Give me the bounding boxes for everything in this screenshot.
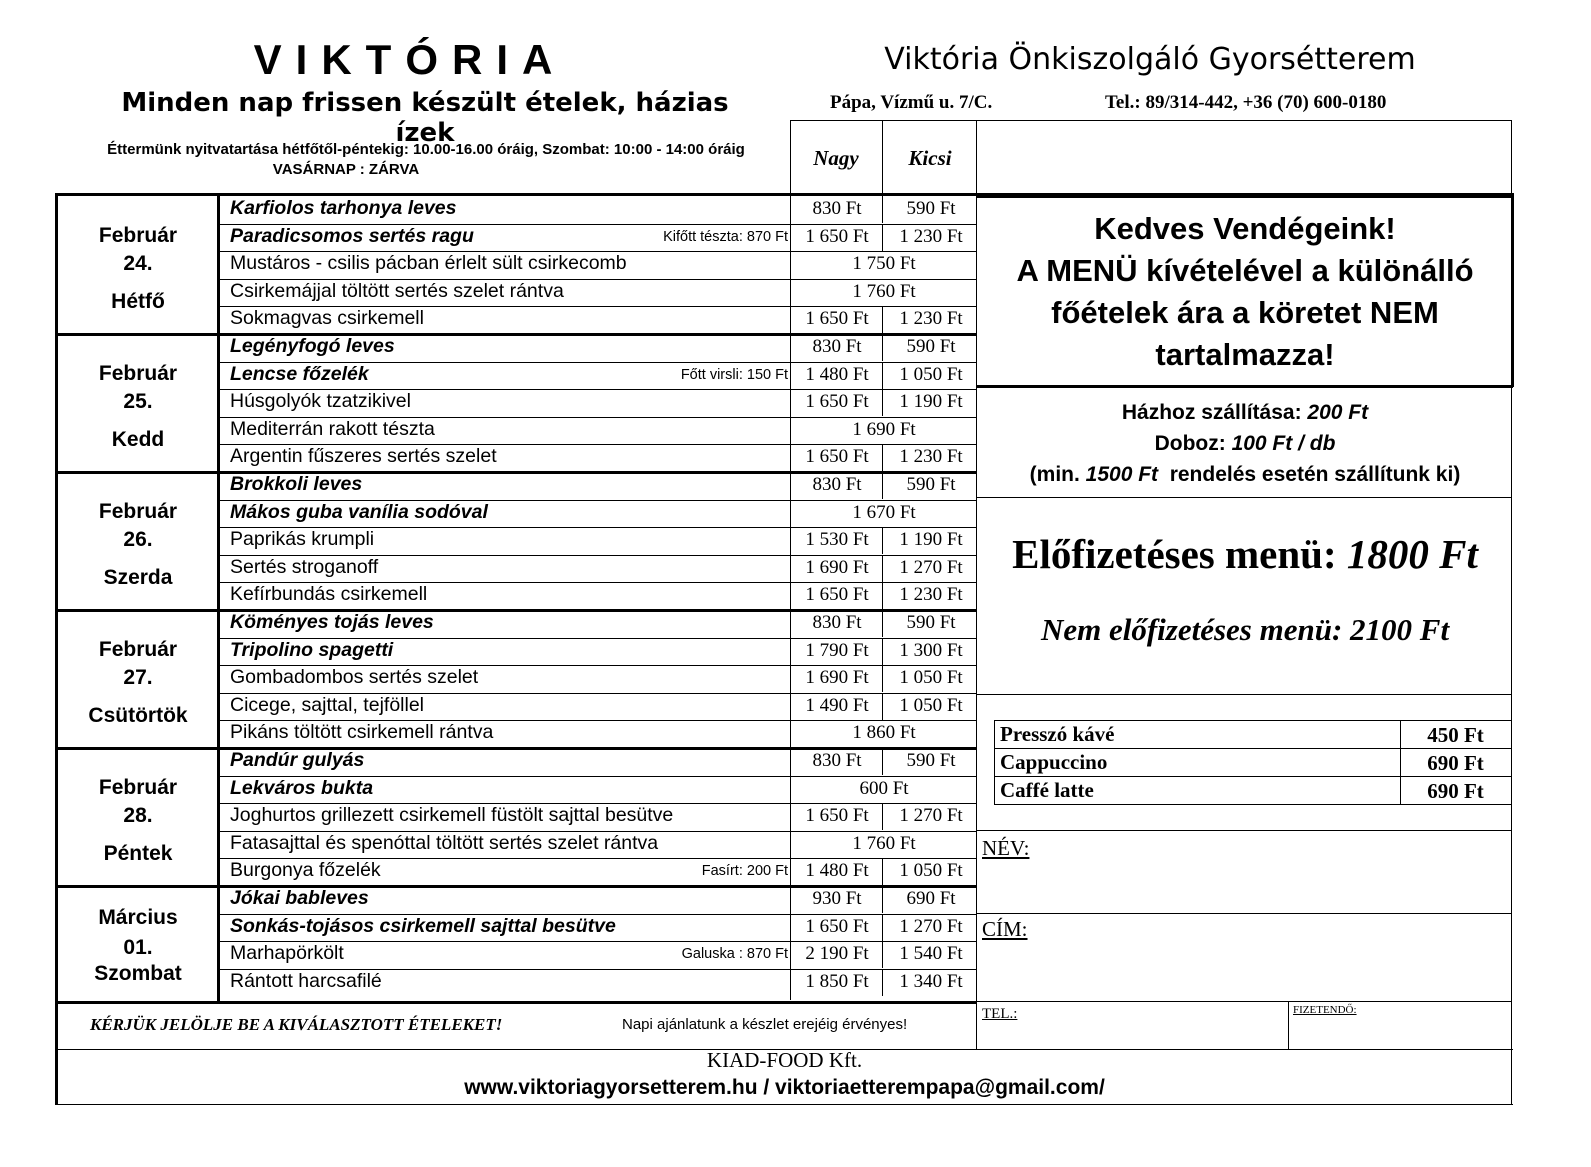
price-large: 2 190 Ft — [805, 943, 869, 965]
day-weekday: Kedd — [111, 428, 165, 451]
price-small: 1 230 Ft — [899, 584, 963, 606]
min-order-value: 1500 Ft — [1085, 463, 1159, 486]
price-small: 1 300 Ft — [899, 639, 963, 661]
day-label — [58, 748, 218, 886]
side-dish-price: Főtt virsli: 150 Ft — [680, 366, 788, 383]
menu-row[interactable] — [218, 886, 978, 913]
grid-line-v — [882, 120, 883, 195]
price-single: 600 Ft — [859, 777, 909, 799]
menu-row[interactable] — [218, 500, 978, 527]
price-large: 1 650 Ft — [805, 308, 869, 330]
price-large: 1 480 Ft — [805, 860, 869, 882]
menu-row[interactable] — [218, 251, 978, 278]
price-small: 590 Ft — [906, 474, 956, 495]
menu-row[interactable] — [218, 389, 978, 416]
coffee-price: 450 Ft — [1427, 723, 1484, 747]
dish-name: Jókai bableves — [230, 887, 369, 909]
menu-row[interactable] — [218, 224, 978, 251]
notice-line: Kedves Vendégeink! — [1094, 211, 1396, 246]
dish-name: Burgonya főzelék — [230, 859, 381, 882]
price-small: 590 Ft — [906, 198, 956, 219]
day-month: Március — [98, 906, 178, 929]
menu-row[interactable] — [218, 776, 978, 803]
subscription-label: Előfizetéses menü: — [1012, 531, 1347, 577]
price-large: 1 650 Ft — [805, 225, 869, 247]
dish-name: Cicege, sajttal, tejföllel — [230, 693, 425, 716]
price-single: 1 760 Ft — [852, 832, 916, 854]
dish-name: Mediterrán rakott tészta — [230, 417, 435, 440]
coffee-row[interactable] — [996, 776, 1510, 804]
dish-name: Pandúr gulyás — [230, 749, 365, 771]
price-large: 1 650 Ft — [805, 446, 869, 468]
coffee-name: Presszó kávé — [1000, 722, 1115, 746]
price-single: 1 690 Ft — [852, 418, 916, 440]
grid-line-h — [976, 385, 1513, 388]
box-fee: 100 Ft / db — [1231, 432, 1336, 455]
price-large: 1 850 Ft — [805, 970, 869, 992]
coffee-row[interactable] — [996, 720, 1510, 748]
price-large: 1 790 Ft — [805, 639, 869, 661]
grid-line-v — [1288, 1001, 1289, 1049]
grid-line-h — [976, 195, 1513, 198]
coffee-row[interactable] — [996, 748, 1510, 776]
grid-line-h — [976, 694, 1512, 695]
price-small: 690 Ft — [906, 888, 956, 909]
day-date: 25. — [123, 390, 153, 413]
coffee-price: 690 Ft — [1427, 779, 1484, 803]
dish-name: Mustáros - csilis pácban érlelt sült csirkecomb — [230, 252, 627, 275]
price-small: 1 050 Ft — [899, 860, 963, 882]
address-field-label: CÍM: — [982, 917, 1028, 941]
price-small: 1 270 Ft — [899, 805, 963, 827]
price-single: 1 750 Ft — [852, 253, 916, 275]
dish-name: Rántott harcsafilé — [230, 969, 382, 992]
menu-row[interactable] — [218, 334, 978, 361]
price-small: 1 230 Ft — [899, 446, 963, 468]
price-large: 1 650 Ft — [805, 915, 869, 937]
validity-note: Napi ajánlatunk a készlet erejéig érvényes! — [622, 1016, 908, 1033]
menu-row[interactable] — [218, 803, 978, 830]
side-dish-price: Kifőtt tészta: 870 Ft — [663, 228, 788, 245]
price-large: 1 530 Ft — [805, 529, 869, 551]
menu-row[interactable] — [218, 969, 978, 996]
notice-line: A MENÜ kívételével a különálló — [1016, 253, 1474, 288]
dish-name: Húsgolyók tzatzikivel — [230, 390, 411, 413]
price-single: 1 670 Ft — [852, 501, 916, 523]
dish-name: Argentin fűszeres sertés szelet — [230, 445, 497, 468]
dish-name: Paradicsomos sertés ragu — [230, 224, 474, 247]
coffee-name: Caffé latte — [1000, 778, 1094, 802]
dish-name: Karfiolos tarhonya leves — [230, 197, 457, 219]
dish-name: Sonkás-tojásos csirkemell sajttal besütve — [230, 914, 616, 937]
menu-row[interactable] — [218, 417, 978, 444]
dish-name: Mákos guba vanília sodóval — [230, 500, 488, 523]
menu-row[interactable] — [218, 941, 978, 968]
delivery-fee: 200 Ft — [1307, 401, 1369, 424]
min-order-prefix: (min. — [1029, 463, 1086, 486]
grid-line-h — [55, 1104, 1513, 1105]
price-large: 1 650 Ft — [805, 805, 869, 827]
price-small: 1 050 Ft — [899, 363, 963, 385]
dish-name: Köményes tojás leves — [230, 611, 434, 633]
price-large: 1 490 Ft — [805, 694, 869, 716]
menu-row[interactable] — [218, 582, 978, 609]
dish-name: Lencse főzelék — [230, 362, 369, 385]
menu-row[interactable] — [218, 555, 978, 582]
dish-name: Tripolino spagetti — [230, 638, 394, 661]
menu-row[interactable] — [218, 362, 978, 389]
price-large: 830 Ft — [812, 336, 862, 357]
name-field-label: NÉV: — [982, 836, 1030, 860]
dish-name: Sertés stroganoff — [230, 555, 379, 578]
subscription-price: 1800 Ft — [1346, 531, 1478, 577]
menu-row[interactable] — [218, 720, 978, 747]
dish-name: Sokmagvas csirkemell — [230, 307, 424, 330]
grid-line-h — [994, 804, 1512, 805]
column-large: Nagy — [813, 146, 859, 170]
grid-line-h — [976, 913, 1512, 914]
day-month: Február — [98, 362, 178, 385]
price-small: 1 190 Ft — [899, 529, 963, 551]
payable-field-label: FIZETENDŐ: — [1293, 1004, 1357, 1016]
notice-line: tartalmazza! — [1155, 337, 1335, 372]
side-dish-price: Galuska : 870 Ft — [681, 946, 788, 963]
dish-name: Brokkoli leves — [230, 473, 363, 495]
day-label — [58, 886, 218, 1001]
price-small: 1 230 Ft — [899, 225, 963, 247]
selection-instruction: KÉRJÜK JELÖLJE BE A KIVÁLASZTOTT ÉTELEKET! — [90, 1015, 503, 1034]
dish-name: Legényfogó leves — [230, 335, 395, 357]
menu-row[interactable] — [218, 472, 978, 499]
day-weekday: Szombat — [94, 962, 182, 985]
dish-name: Joghurtos grillezett csirkemell füstölt sajttal besütve — [230, 804, 674, 827]
price-large: 830 Ft — [812, 474, 862, 495]
address: Pápa, Vízmű u. 7/C. — [830, 92, 993, 113]
company-name: KIAD-FOOD Kft. — [706, 1048, 863, 1072]
price-large: 830 Ft — [812, 612, 862, 633]
brand-title: VIKTÓRIA — [253, 36, 567, 83]
restaurant-name: Viktória Önkiszolgáló Gyorsétterem — [884, 42, 1416, 77]
price-small: 1 340 Ft — [899, 970, 963, 992]
opening-hours: Éttermünk nyitvatartása hétfőtől-péntekig: 10.00-16.00 óráig, Szombat: 10:00 - 14:00 óráig — [107, 141, 745, 158]
price-large: 1 690 Ft — [805, 667, 869, 689]
dish-name: Pikáns töltött csirkemell rántva — [230, 721, 494, 744]
day-date: 26. — [123, 528, 153, 551]
price-small: 1 050 Ft — [899, 667, 963, 689]
price-large: 1 650 Ft — [805, 391, 869, 413]
menu-row[interactable] — [218, 693, 978, 720]
coffee-name: Cappuccino — [1000, 750, 1108, 774]
day-label — [58, 472, 218, 610]
delivery-info — [980, 397, 1510, 490]
day-month: Február — [98, 776, 178, 799]
day-date: 27. — [123, 666, 153, 689]
dish-name: Lekváros bukta — [230, 776, 374, 799]
price-small: 1 270 Ft — [899, 556, 963, 578]
website-email: www.viktoriagyorsetterem.hu / viktoriaetterempapa@gmail.com/ — [464, 1076, 1105, 1099]
menu-row[interactable] — [218, 748, 978, 775]
price-small: 1 270 Ft — [899, 915, 963, 937]
day-month: Február — [98, 638, 178, 661]
price-small: 590 Ft — [906, 612, 956, 633]
side-dish-price: Fasírt: 200 Ft — [701, 863, 788, 880]
price-single: 1 860 Ft — [852, 722, 916, 744]
price-large: 830 Ft — [812, 750, 862, 771]
dish-name: Paprikás krumpli — [230, 528, 375, 551]
day-weekday: Szerda — [103, 566, 173, 589]
price-single: 1 760 Ft — [852, 280, 916, 302]
day-label — [58, 334, 218, 472]
day-month: Február — [98, 500, 178, 523]
day-weekday: Csütörtök — [88, 704, 188, 727]
grid-line-h — [976, 497, 1512, 498]
nonsubscription-menu: Nem előfizetéses menü: 2100 Ft — [1040, 612, 1450, 647]
menu-row[interactable] — [218, 665, 978, 692]
price-small: 590 Ft — [906, 336, 956, 357]
day-date: 28. — [123, 804, 153, 827]
grid-line-h — [976, 830, 1512, 831]
notice-box — [980, 208, 1510, 376]
menu-row[interactable] — [218, 858, 978, 885]
price-small: 1 190 Ft — [899, 391, 963, 413]
menu-row[interactable] — [218, 638, 978, 665]
grid-line-v — [1511, 195, 1514, 387]
menu-row[interactable] — [218, 831, 978, 858]
grid-line-v — [994, 720, 995, 804]
day-month: Február — [98, 224, 178, 247]
phone: Tel.: 89/314-442, +36 (70) 600-0180 — [1105, 92, 1387, 113]
menu-row[interactable] — [218, 444, 978, 471]
dish-name: Kefírbundás csirkemell — [230, 583, 428, 606]
coffee-price: 690 Ft — [1427, 751, 1484, 775]
notice-line: főételek ára a köretet NEM — [1051, 295, 1439, 330]
day-weekday: Péntek — [103, 842, 173, 865]
dish-name: Gombadombos sertés szelet — [230, 666, 479, 689]
box-label: Doboz: — [1154, 432, 1232, 455]
day-label — [58, 610, 218, 748]
grid-line-h — [976, 1001, 1512, 1002]
tel-field-label: TEL.: — [982, 1006, 1018, 1022]
menu-row[interactable] — [218, 196, 978, 223]
menu-row[interactable] — [218, 306, 978, 333]
price-large: 830 Ft — [812, 198, 862, 219]
price-large: 1 690 Ft — [805, 556, 869, 578]
dish-name: Fatasajttal és spenóttal töltött sertés szelet rántva — [230, 831, 659, 854]
menu-row[interactable] — [218, 610, 978, 637]
price-small: 1 230 Ft — [899, 308, 963, 330]
sunday-closed: VASÁRNAP : ZÁRVA — [272, 161, 420, 178]
price-large: 1 480 Ft — [805, 363, 869, 385]
price-small: 1 540 Ft — [899, 943, 963, 965]
menu-row[interactable] — [218, 914, 978, 941]
price-small: 590 Ft — [906, 750, 956, 771]
menu-row[interactable] — [218, 527, 978, 554]
tagline: Minden nap frissen készült ételek, házias ízek — [121, 88, 729, 148]
dish-name: Csirkemájjal töltött sertés szelet rántva — [230, 279, 564, 302]
column-small: Kicsi — [908, 146, 952, 170]
day-date: 01. — [123, 936, 153, 959]
price-large: 1 650 Ft — [805, 584, 869, 606]
price-large: 930 Ft — [812, 888, 862, 909]
price-small: 1 050 Ft — [899, 694, 963, 716]
dish-name: Marhapörkölt — [230, 942, 344, 965]
subscription-menu — [980, 530, 1510, 578]
delivery-label: Házhoz szállítása: — [1121, 401, 1308, 424]
menu-row[interactable] — [218, 279, 978, 306]
day-weekday: Hétfő — [111, 290, 165, 313]
grid-line-h — [790, 120, 1512, 121]
min-order-suffix: rendelés esetén szállítunk ki) — [1158, 463, 1461, 486]
day-date: 24. — [123, 252, 153, 275]
day-label — [58, 196, 218, 334]
grid-line-h — [55, 1001, 977, 1004]
